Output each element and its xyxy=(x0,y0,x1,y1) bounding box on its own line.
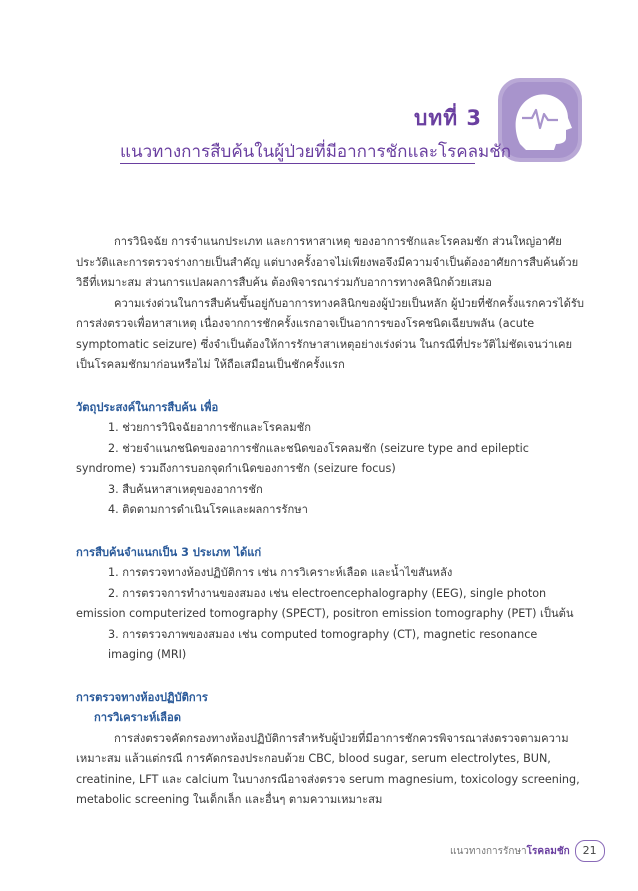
page-number: 21 xyxy=(575,840,605,862)
objective-item: 1. ช่วยการวินิจฉัยอาการชักและโรคลมชัก xyxy=(108,421,311,434)
section-heading-types: การสืบค้นจำแนกเป็น 3 ประเภท ได้แก่ xyxy=(76,545,262,559)
section-heading-objectives: วัตถุประสงค์ในการสืบค้น เพื่อ xyxy=(76,400,219,414)
title-divider xyxy=(120,163,475,164)
type-item: 1. การตรวจทางห้องปฏิบัติการ เช่น การวิเคราะห์เลือด และน้ำไขสันหลัง xyxy=(108,566,453,579)
footer-highlight: โรคลมชัก xyxy=(526,845,570,857)
paragraph-intro: การวินิจฉัย การจำแนกประเภท และการหาสาเหตุ ของอาการชักและโรคลมชัก ส่วนใหญ่อาศัยประวัติและการตรวจร่างกายเป็นสำคัญ แต่บางครั้งอาจไม่เพียงพอจึงมีความจำเป็นต้องอาศัยการสืบค้นด้วยวิธีที่เหมาะสม ส่วนการแปลผลการสืบค้น ต้องพิจารณาร่วมกับอาการทางคลินิกด้วยเสมอ xyxy=(76,235,579,289)
subsection-heading-blood: การวิเคราะห์เลือด xyxy=(94,711,181,724)
page-footer xyxy=(450,840,605,862)
objective-item: 3. สืบค้นหาสาเหตุของอาการชัก xyxy=(108,482,263,496)
paragraph-urgency: ความเร่งด่วนในการสืบค้นขึ้นอยู่กับอาการทางคลินิกของผู้ป่วยเป็นหลัก ผู้ป่วยที่ชักครั้งแรกควรได้รับการส่งตรวจเพื่อหาสาเหตุ เนื่องจากการชักครั้งแรกอาจเป็นอาการของโรคชนิดเฉียบพลัน (acute symptomatic seizure) ซึ่งจำเป็นต้องให้การรักษาสาเหตุอย่างเร่งด่วน ในกรณีที่ประวัติไม่ชัดเจนว่าเคยเป็นโรคลมชักมาก่อนหรือไม่ ให้ถือเสมือนเป็นชักครั้งแรก xyxy=(76,296,584,371)
type-item: 3. การตรวจภาพของสมอง เช่น computed tomography (CT), magnetic resonance imaging (MRI) xyxy=(108,627,538,661)
chapter-title: แนวทางการสืบค้นในผู้ป่วยที่มีอาการชักและโรคลมชัก xyxy=(120,142,512,162)
document-body xyxy=(76,232,586,811)
objective-item: 4. ติดตามการดำเนินโรคและผลการรักษา xyxy=(108,503,308,516)
chapter-label: บทที่ 3 xyxy=(414,106,482,130)
objective-item: 2. ช่วยจำแนกชนิดของอาการชักและชนิดของโรคลมชัก (seizure type and epileptic syndrome) รวมถึงการบอกจุดกำเนิดของการชัก (seizure focus) xyxy=(76,441,529,475)
footer-prefix: แนวทางการรักษา xyxy=(450,845,527,857)
paragraph-blood-tests: การส่งตรวจคัดกรองทางห้องปฏิบัติการสำหรับผู้ป่วยที่มีอาการชักควรพิจารณาส่งตรวจตามความเหมาะสม แล้วแต่กรณี การคัดกรองประกอบด้วย CBC, blood sugar, serum electrolytes, BUN, creatinine, LFT และ calcium ในบางกรณีอาจส่งตรวจ serum magnesium, toxicology screening, metabolic screening ในเด็กเล็ก และอื่นๆ ตามความเหมาะสม xyxy=(76,731,580,806)
section-heading-lab: การตรวจทางห้องปฏิบัติการ xyxy=(76,690,208,704)
type-item: 2. การตรวจการทำงานของสมอง เช่น electroencephalography (EEG), single photon emission computerized tomography (SPECT), positron emission tomography (PET) เป็นต้น xyxy=(76,586,574,620)
